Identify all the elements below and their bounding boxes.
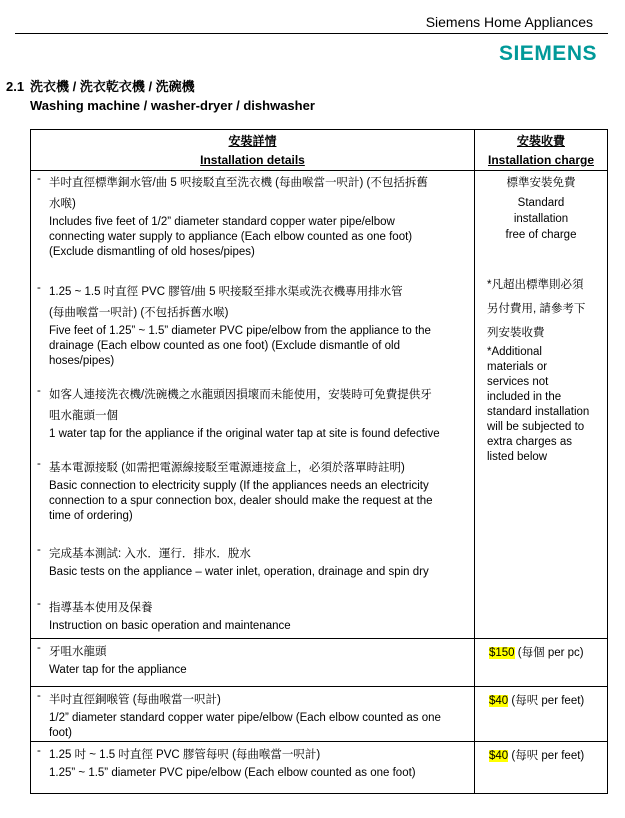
bullet-dash: - [37,642,41,654]
price-highlight: $150 [489,647,515,659]
bullet-dash: - [37,598,41,610]
bullet-dash: - [37,690,41,702]
item-zh: 半吋直徑銅喉管 (每曲喉當一呎計) [49,694,221,706]
price-unit: (每呎 per feet) [508,750,585,762]
item-zh: 指導基本使用及保養 [49,602,153,614]
header-installation-charge [475,130,608,171]
section-number: 2.1 [6,79,25,94]
item-zh: 完成基本測試: 入水．運行．排水．脫水 [49,548,251,560]
header-col2-zh: 安裝收費 [516,134,565,148]
extra-item-cell [31,687,475,742]
siemens-logo: SIEMENS [498,42,597,65]
list-item [31,745,474,781]
section-title-en: Washing machine / washer-dryer / dishwasher [30,98,315,113]
item-en: time of ordering) [49,510,133,522]
list-item [31,458,474,524]
table-row [31,742,608,794]
item-en: connecting water supply to appliance (Each elbow counted as one foot) [49,231,413,243]
table-header-row [31,130,608,171]
note-en: will be subjected to [487,421,585,433]
item-zh: 咀水龍頭一個 [49,410,118,422]
standard-items-cell [31,171,475,639]
price-highlight: $40 [489,750,509,762]
note-zh: 列安裝收費 [487,327,545,339]
price-unit: (每個 per pc) [514,647,584,659]
table-row [31,687,608,742]
item-zh: 水喉) [49,198,76,210]
item-en: 1 water tap for the appliance if the original water tap at site is found defective [49,428,440,440]
bullet-dash: - [37,745,41,757]
item-zh: 如客人連接洗衣機/洗碗機之水龍頭因損壞而未能使用，安裝時可免費提供牙 [49,389,432,401]
item-en: foot) [49,727,73,739]
list-item [31,598,474,634]
list-item [31,385,474,442]
standard-installation-row [31,171,608,639]
charge-free-en: Standard [517,197,565,209]
list-item [31,642,474,678]
bullet-dash: - [37,173,41,185]
note-en: listed below [487,451,548,463]
item-zh: 牙咀水龍頭 [49,646,107,658]
item-en: 1/2” diameter standard copper water pipe/elbow (Each elbow counted as one [49,712,441,724]
price-unit: (每呎 per feet) [508,695,585,707]
item-en: Basic tests on the appliance – water inlet, operation, drainage and spin dry [49,566,429,578]
item-zh: 基本電源接駁 (如需把電源線接駁至電源連接盒上，必須於落單時註明) [49,462,405,474]
item-en: Water tap for the appliance [49,664,187,676]
note-en: included in the [487,391,562,403]
extra-item-cell [31,639,475,687]
item-en: Instruction on basic operation and maintenance [49,620,291,632]
charge-free-zh: 標準安裝免費 [506,177,576,189]
header-divider [15,33,608,34]
note-zh: *凡超出標準則必須 [487,279,584,291]
item-en: Includes five feet of 1/2” diameter standard copper water pipe/elbow [49,216,395,228]
list-item [31,173,474,260]
document-header-title: Siemens Home Appliances [425,14,593,30]
extra-price-cell [475,687,608,742]
charge-free-en: installation [513,213,569,225]
item-zh: 1.25 ~ 1.5 吋直徑 PVC 膠管/曲 5 呎接駁至排水渠或洗衣機專用排水管 [49,286,403,298]
note-en: standard installation [487,406,590,418]
item-zh: (每曲喉當一呎計) (不包括拆舊水喉) [49,307,229,319]
item-en: hoses/pipes) [49,355,115,367]
note-en: materials or [487,361,548,373]
list-item [31,282,474,369]
header-installation-details [31,130,475,171]
list-item [31,544,474,580]
extra-price-cell [475,742,608,794]
note-en: extra charges as [487,436,573,448]
item-en: Five feet of 1.25” ~ 1.5” diameter PVC pipe/elbow from the appliance to the [49,325,431,337]
bullet-dash: - [37,544,41,556]
note-en: *Additional [487,346,542,358]
item-en: drainage (Each elbow counted as one foot) (Exclude dismantle of old [49,340,400,352]
bullet-dash: - [37,282,41,294]
item-en: 1.25” ~ 1.5” diameter PVC pipe/elbow (Each elbow counted as one foot) [49,767,416,779]
item-en: (Exclude dismantling of old hoses/pipes) [49,246,255,258]
item-en: connection to a spur connection box, dealer should make the request at the [49,495,433,507]
extra-item-cell [31,742,475,794]
note-en: services not [487,376,549,388]
item-zh: 半吋直徑標準銅水管/曲 5 呎接駁直至洗衣機 (每曲喉當一呎計) (不包括拆舊 [49,177,428,189]
standard-charge-cell [475,171,608,639]
bullet-dash: - [37,458,41,470]
header-col2-en: Installation charge [487,153,595,167]
section-heading [6,76,195,95]
item-zh: 1.25 吋 ~ 1.5 吋直徑 PVC 膠管每呎 (每曲喉當一呎計) [49,749,321,761]
table-row [31,639,608,687]
extra-price-cell [475,639,608,687]
note-zh: 另付費用, 請參考下 [487,303,586,315]
list-item [31,690,474,741]
item-en: Basic connection to electricity supply (If the appliances needs an electricity [49,480,429,492]
header-col1-en: Installation details [200,153,305,167]
price-highlight: $40 [489,695,509,707]
section-title-zh: 洗衣機 / 洗衣乾衣機 / 洗碗機 [30,79,195,94]
charge-free-en: free of charge [505,229,577,241]
bullet-dash: - [37,385,41,397]
installation-table [30,129,608,794]
header-col1-zh: 安裝詳情 [228,134,277,148]
